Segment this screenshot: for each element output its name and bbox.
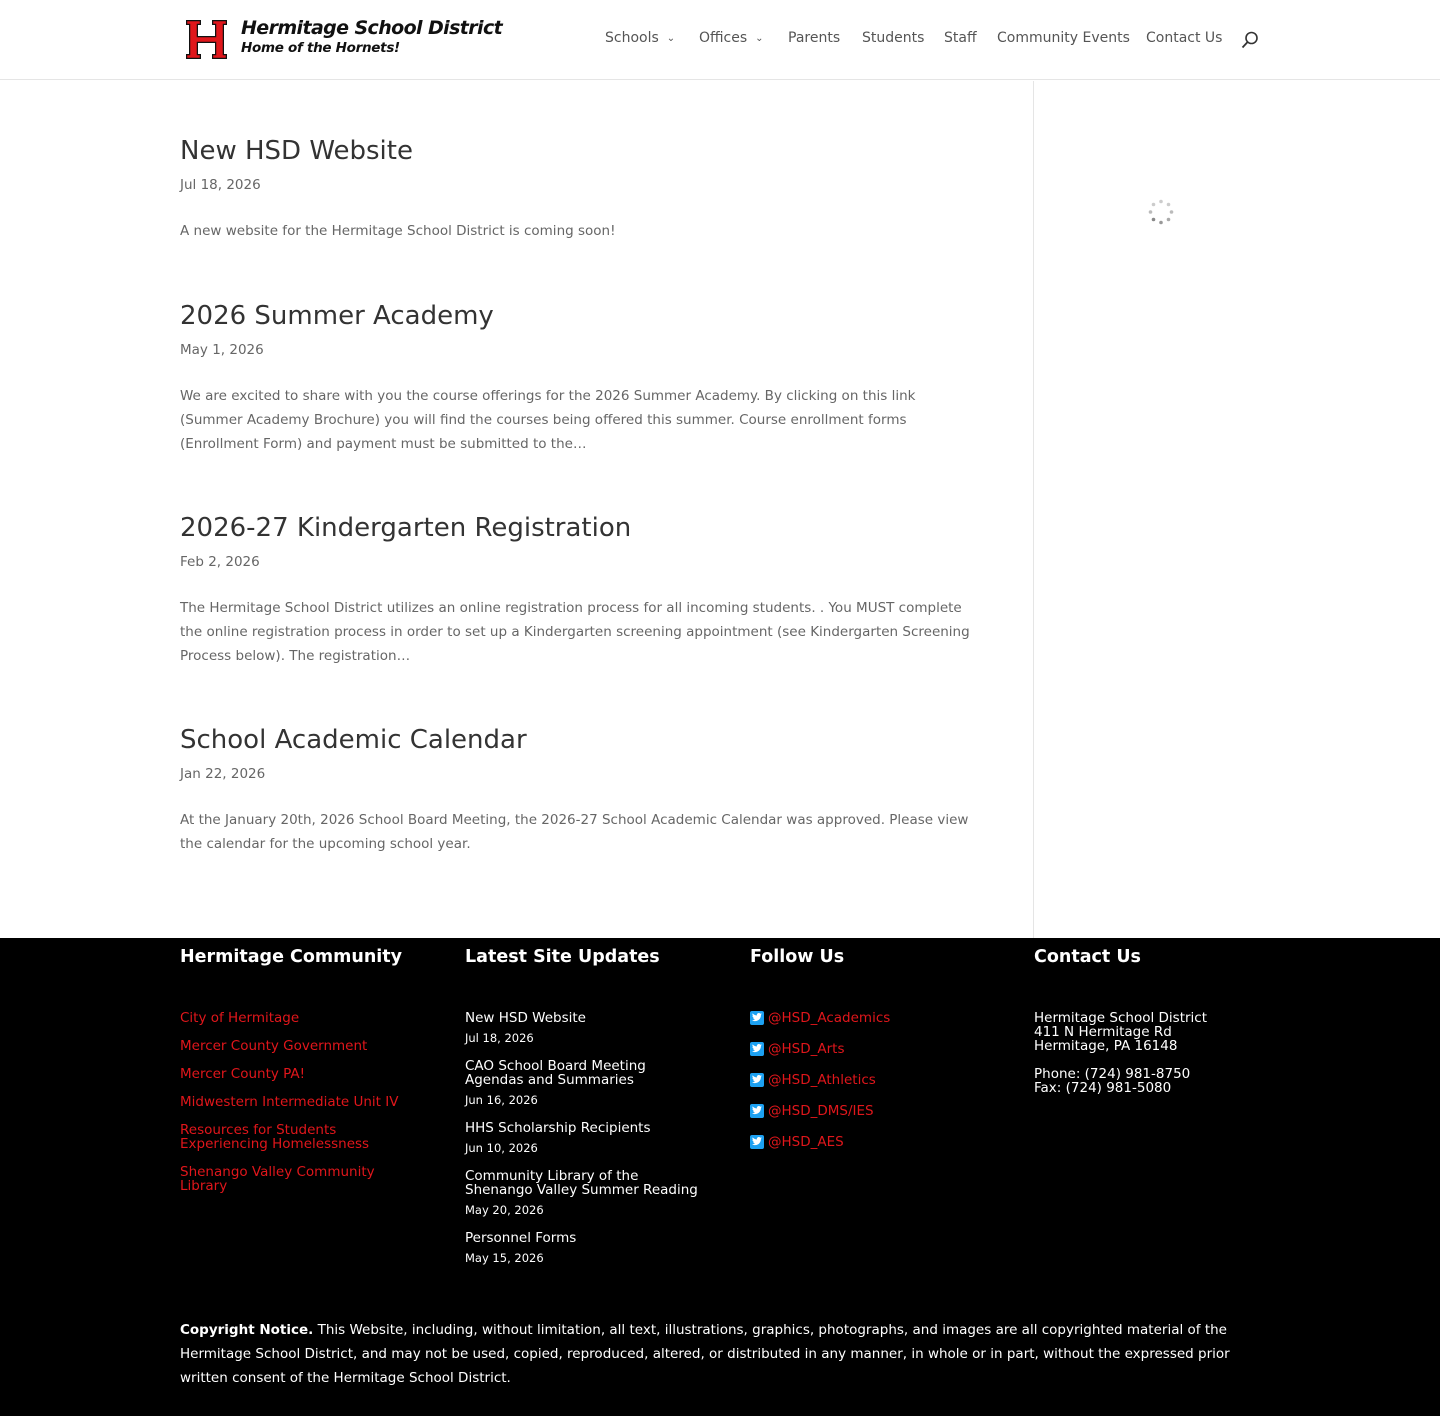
- community-link[interactable]: Resources for Students Experiencing Homelessness: [180, 1122, 370, 1152]
- update-date: Jun 16, 2026: [465, 1093, 538, 1107]
- contact-street: 411 N Hermitage Rd: [1034, 1024, 1172, 1040]
- post-item: [180, 300, 980, 456]
- update-link[interactable]: New HSD Website: [465, 1010, 586, 1026]
- update-date: May 15, 2026: [465, 1251, 544, 1265]
- chevron-down-icon: ⌄: [755, 33, 764, 44]
- follow-item: [750, 1095, 890, 1126]
- post-date: Jan 22, 2026: [180, 766, 266, 782]
- post-excerpt: At the January 20th, 2026 School Board Meeting, the 2026-27 School Academic Calendar was approved. Please view the calendar for the upcoming school year.: [180, 812, 969, 852]
- footer-follow-heading: Follow Us: [750, 947, 845, 967]
- update-date: Jun 10, 2026: [465, 1141, 538, 1155]
- contact-phone: Phone: (724) 981-8750: [1034, 1066, 1191, 1082]
- twitter-link[interactable]: @HSD_DMS/IES: [768, 1102, 874, 1119]
- post-item: [180, 512, 980, 668]
- update-link[interactable]: HHS Scholarship Recipients: [465, 1120, 651, 1136]
- contact-address: [1034, 1011, 1207, 1095]
- community-link[interactable]: Shenango Valley Community Library: [180, 1164, 375, 1194]
- contact-city: Hermitage, PA 16148: [1034, 1038, 1178, 1054]
- update-link[interactable]: CAO School Board Meeting Agendas and Summaries: [465, 1058, 646, 1088]
- copyright-label: Copyright Notice.: [180, 1322, 314, 1338]
- site-footer: [0, 938, 1440, 1416]
- nav-schools[interactable]: [605, 30, 675, 46]
- community-link[interactable]: Mercer County PA!: [180, 1066, 306, 1082]
- twitter-icon: [750, 1042, 764, 1056]
- community-links: [180, 1011, 405, 1193]
- community-link[interactable]: Midwestern Intermediate Unit IV: [180, 1094, 399, 1110]
- post-excerpt: The Hermitage School District utilizes an online registration process for all incoming students. . You MUST complete the online registration process in order to set up a Kindergarten screening appointment (see Kindergarten Screening Process below). The registration…: [180, 600, 970, 664]
- footer-follow: [750, 946, 890, 1157]
- logo-name: Hermitage School District: [241, 17, 503, 39]
- update-link[interactable]: Community Library of the Shenango Valley Summer Reading: [465, 1168, 698, 1198]
- twitter-icon: [750, 1104, 764, 1118]
- post-excerpt: A new website for the Hermitage School District is coming soon!: [180, 223, 616, 239]
- nav-offices[interactable]: [699, 30, 764, 46]
- nav-parents[interactable]: Parents: [788, 30, 841, 46]
- logo-tagline: Home of the Hornets!: [241, 40, 400, 56]
- footer-community: [180, 946, 405, 1207]
- nav-students[interactable]: Students: [862, 30, 925, 46]
- twitter-icon: [750, 1135, 764, 1149]
- post-date: May 1, 2026: [180, 342, 264, 358]
- nav-contact-us[interactable]: Contact Us: [1146, 30, 1223, 46]
- follow-item: [750, 1126, 890, 1157]
- post-item: [180, 724, 980, 856]
- twitter-link[interactable]: @HSD_Arts: [768, 1040, 845, 1057]
- footer-updates: [465, 946, 700, 1279]
- hornets-h-logo: [184, 17, 229, 62]
- update-date: May 20, 2026: [465, 1203, 544, 1217]
- update-date: Jul 18, 2026: [465, 1031, 534, 1045]
- post-title-link[interactable]: School Academic Calendar: [180, 725, 527, 755]
- footer-contact: [1034, 946, 1207, 1095]
- post-date: Jul 18, 2026: [180, 177, 261, 193]
- twitter-link[interactable]: @HSD_Academics: [768, 1009, 891, 1026]
- footer-updates-heading: Latest Site Updates: [465, 947, 660, 967]
- post-excerpt: We are excited to share with you the course offerings for the 2026 Summer Academy. By clicking on this link (Summer Academy Brochure) you will find the courses being offered this summer. Course enrollment forms (Enrollment Form) and payment must be submitted to the…: [180, 388, 916, 452]
- nav-staff[interactable]: Staff: [944, 30, 977, 46]
- follow-list: [750, 1002, 890, 1157]
- post-title-link[interactable]: 2026-27 Kindergarten Registration: [180, 513, 632, 543]
- follow-item: [750, 1002, 890, 1033]
- post-title-link[interactable]: 2026 Summer Academy: [180, 301, 494, 331]
- twitter-link[interactable]: @HSD_Athletics: [768, 1071, 876, 1088]
- chevron-down-icon: ⌄: [666, 33, 676, 44]
- search-icon[interactable]: [1241, 31, 1259, 49]
- contact-org: Hermitage School District: [1034, 1010, 1208, 1026]
- update-link[interactable]: Personnel Forms: [465, 1230, 577, 1246]
- site-logo[interactable]: [184, 17, 503, 63]
- nav-schools-label: Schools: [605, 30, 659, 46]
- main-content: [0, 81, 1440, 938]
- post-item: [180, 135, 980, 243]
- community-link[interactable]: City of Hermitage: [180, 1010, 300, 1026]
- footer-community-heading: Hermitage Community: [180, 947, 403, 967]
- twitter-link[interactable]: @HSD_AES: [768, 1133, 844, 1150]
- copyright-notice: [180, 1318, 1260, 1390]
- loading-spinner-icon: [1148, 199, 1174, 225]
- follow-item: [750, 1064, 890, 1095]
- twitter-icon: [750, 1011, 764, 1025]
- copyright-text: This Website, including, without limitation, all text, illustrations, graphics, photographs, and images are all copyrighted material of the Hermitage School District, and may not be used, copied, reproduced, altered, or distributed in any manner, in whole or in part, without the expressed prior written consent of the Hermitage School District.: [180, 1322, 1230, 1386]
- post-date: Feb 2, 2026: [180, 554, 260, 570]
- nav-community-events[interactable]: Community Events: [997, 30, 1130, 46]
- site-header: [0, 0, 1440, 80]
- twitter-icon: [750, 1073, 764, 1087]
- footer-contact-heading: Contact Us: [1034, 947, 1141, 967]
- nav-offices-label: Offices: [699, 30, 748, 46]
- post-title-link[interactable]: New HSD Website: [180, 136, 413, 166]
- follow-item: [750, 1033, 890, 1064]
- contact-fax: Fax: (724) 981-5080: [1034, 1080, 1172, 1096]
- community-link[interactable]: Mercer County Government: [180, 1038, 368, 1054]
- sidebar-divider: [1033, 81, 1034, 938]
- updates-list: [465, 1011, 700, 1265]
